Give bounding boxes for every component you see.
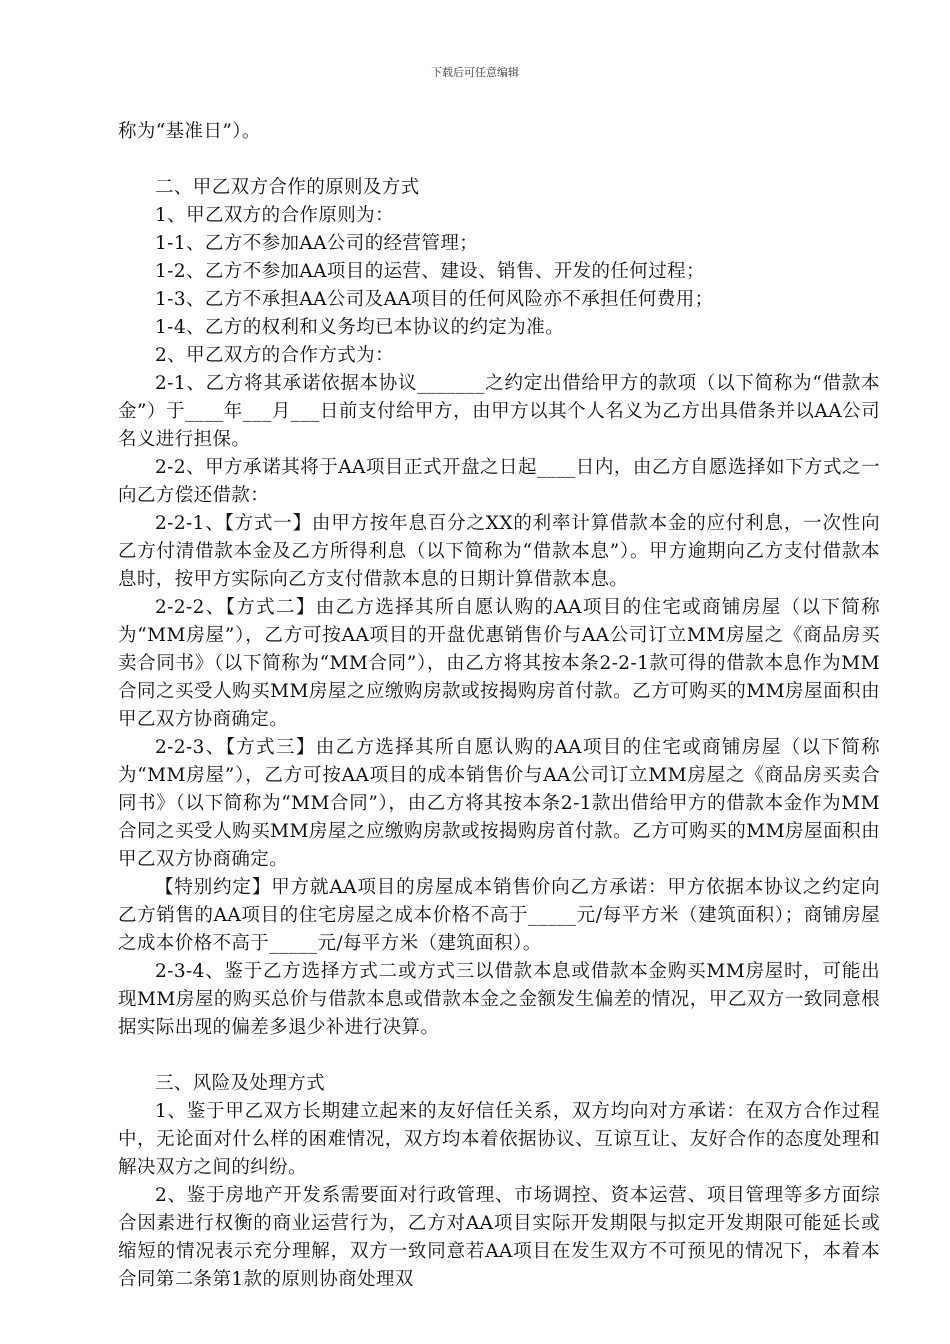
paragraph: 2-1、乙方将其承诺依据本协议_______之约定出借给甲方的款项（以下简称为“借款本金”）于____年___月___日前支付给甲方，由甲方以其个人名义为乙方出具借条并以AA公司名义进行担保。 xyxy=(118,373,880,450)
paragraph: 1-2、乙方不参加AA项目的运营、建设、销售、开发的任何过程； xyxy=(155,261,705,282)
paragraph: 2-2-2、【方式二】由乙方选择其所自愿认购的AA项目的住宅或商铺房屋（以下简称为“MM房屋”），乙方可按AA项目的开盘优惠销售价与AA公司订立MM房屋之《商品房买卖合同书》（以下简称为“MM合同”），由乙方将其按本条2-2-1款可得的借款本息作为MM合同之买受人购买MM房屋之应缴购房款或按揭购房首付款。乙方可购买的MM房屋面积由甲乙双方协商确定。 xyxy=(118,597,880,730)
document-body xyxy=(118,118,880,1294)
page-header: 下载后可任意编辑 xyxy=(431,66,519,79)
paragraph: 1、甲乙双方的合作原则为： xyxy=(155,205,394,226)
paragraph: 2-2、甲方承诺其将于AA项目正式开盘之日起____日内，由乙方自愿选择如下方式之一向乙方偿还借款： xyxy=(118,457,880,506)
paragraph: 2-2-3、【方式三】由乙方选择其所自愿认购的AA项目的住宅或商铺房屋（以下简称为“MM房屋”），乙方可按AA项目的成本销售价与AA公司订立MM房屋之《商品房买卖合同书》（以下简称为“MM合同”），由乙方将其按本条2-1款出借给甲方的借款本金作为MM合同之买受人购买MM房屋之应缴购房款或按揭购房首付款。乙方可购买的MM房屋面积由甲乙双方协商确定。 xyxy=(118,737,880,870)
paragraph: 1、鉴于甲乙双方长期建立起来的友好信任关系，双方均向对方承诺：在双方合作过程中，无论面对什么样的困难情况，双方均本着依据协议、互谅互让、友好合作的态度处理和解决双方之间的纠纷。 xyxy=(118,1101,880,1178)
paragraph: 1-1、乙方不参加AA公司的经营管理； xyxy=(155,233,479,254)
paragraph: 称为“基准日”）。 xyxy=(118,121,261,142)
paragraph: 2-2-1、【方式一】由甲方按年息百分之XX的利率计算借款本金的应付利息，一次性向乙方付清借款本金及乙方所得利息（以下简称为“借款本息”）。甲方逾期向乙方支付借款本息时，按甲方实际向乙方支付借款本息的日期计算借款本息。 xyxy=(118,513,880,590)
paragraph: 2、甲乙双方的合作方式为： xyxy=(155,345,394,366)
paragraph: 2、鉴于房地产开发系需要面对行政管理、市场调控、资本运营、项目管理等多方面综合因素进行权衡的商业运营行为，乙方对AA项目实际开发期限与拟定开发期限可能延长或缩短的情况表示充分理解，双方一致同意若AA项目在发生双方不可预见的情况下，本着本合同第二条第1款的原则协商处理双 xyxy=(118,1185,880,1290)
paragraph: 2-3-4、鉴于乙方选择方式二或方式三以借款本息或借款本金购买MM房屋时，可能出现MM房屋的购买总价与借款本息或借款本金之金额发生偏差的情况，甲乙双方一致同意根据实际出现的偏差多退少补进行决算。 xyxy=(118,961,880,1038)
blank-line xyxy=(118,1042,880,1070)
blank-line xyxy=(118,146,880,174)
paragraph: 二、甲乙双方合作的原则及方式 xyxy=(155,177,420,198)
paragraph: 1-3、乙方不承担AA公司及AA项目的任何风险亦不承担任何费用； xyxy=(155,289,714,310)
paragraph: 【特别约定】甲方就AA项目的房屋成本销售价向乙方承诺：甲方依据本协议之约定向乙方销售的AA项目的住宅房屋之成本价格不高于_____元/每平方米（建筑面积）；商铺房屋之成本价格不高于_____元/每平方米（建筑面积）。 xyxy=(118,877,880,954)
paragraph: 三、风险及处理方式 xyxy=(155,1073,326,1094)
paragraph: 1-4、乙方的权利和义务均已本协议的约定为准。 xyxy=(155,317,564,338)
